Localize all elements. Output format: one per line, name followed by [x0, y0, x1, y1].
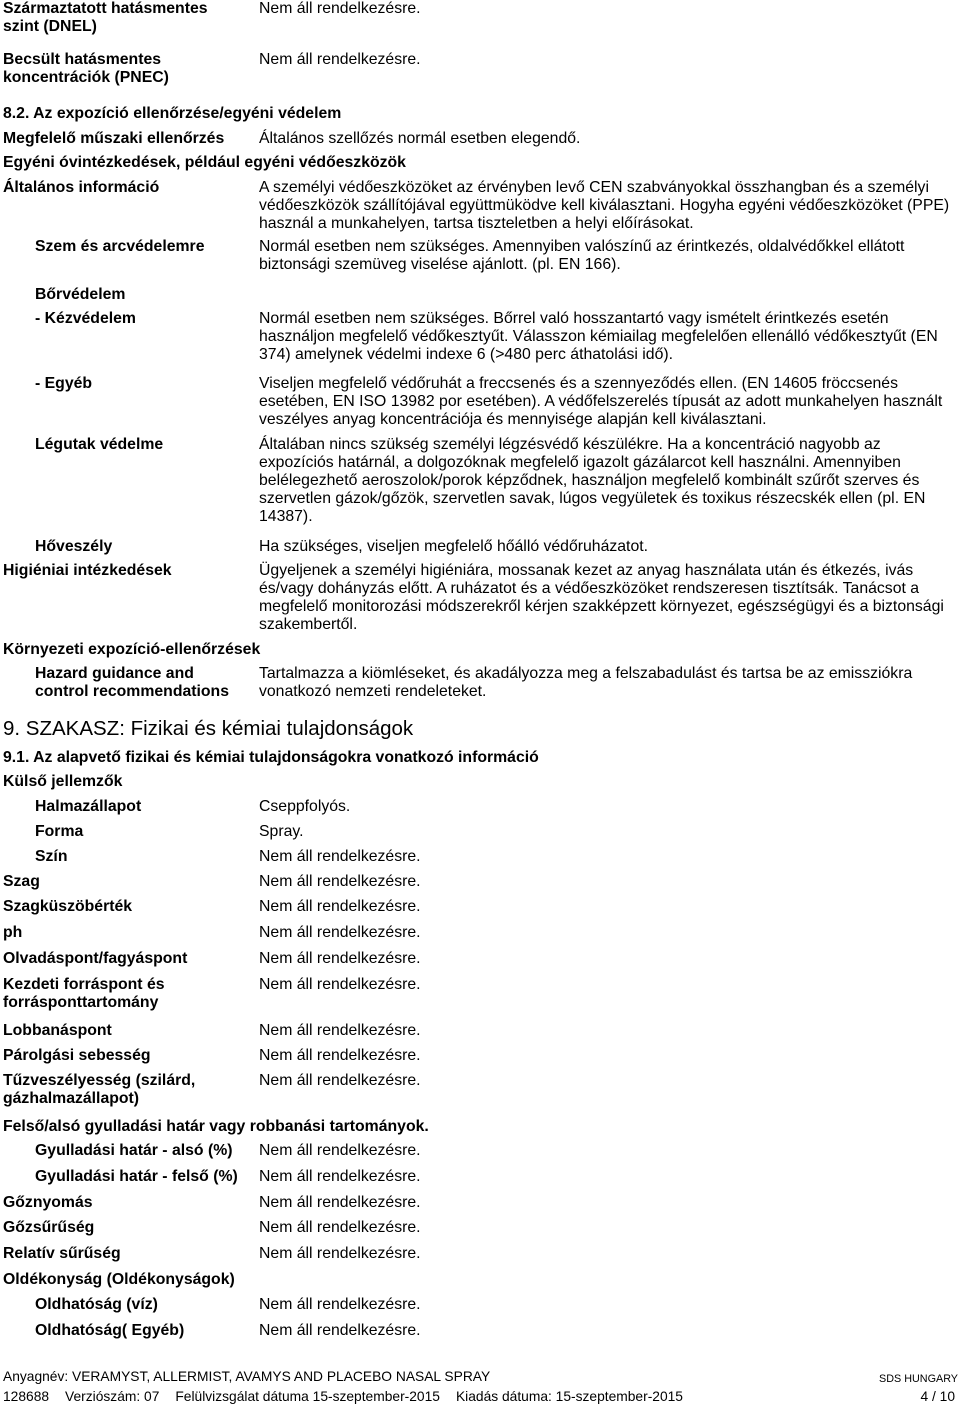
property-value: Nem áll rendelkezésre.	[259, 1322, 421, 1339]
property-label: Gyulladási határ - felső (%)	[35, 1168, 238, 1185]
label-line: szint (DNEL)	[3, 18, 97, 35]
thermal-hazard-value: Ha szükséges, viseljen megfelelő hőálló védőruházatot.	[259, 538, 649, 555]
respiratory-value	[259, 436, 925, 526]
hand-protection-label: - Kézvédelem	[35, 310, 136, 327]
property-value: Nem áll rendelkezésre.	[259, 1047, 421, 1064]
value-line: védőeszközök szállítójával együttmüködve kell kiválasztani. Hogyha egyéni védőeszközöket (PPE)	[259, 197, 950, 214]
flammability-heading: Felső/alsó gyulladási határ vagy robbanási tartományok.	[3, 1118, 429, 1135]
property-label	[3, 976, 165, 1012]
value-line: veszélyes anyag koncentrációja és mennyisége alapján kell kiválasztani.	[259, 411, 767, 428]
property-value: Cseppfolyós.	[259, 798, 351, 815]
property-label: Relatív sűrűség	[3, 1245, 121, 1262]
label-line: Hazard guidance and	[35, 665, 194, 682]
value-line: 374) amelynek védelmi indexe 6 (>480 perc áthatolási idő).	[259, 346, 674, 363]
property-value: Nem áll rendelkezésre.	[259, 898, 421, 915]
value-line: belélegezhető aeroszolok/porok képződnek, használjon megfelelő kombinált szűrőt szerves és	[259, 472, 920, 489]
property-value: Nem áll rendelkezésre.	[259, 1296, 421, 1313]
value-line: expozíciós határnál, a dolgozóknak megfelelő igazolt gázálarcot kell használni. Amennyiben	[259, 454, 901, 471]
property-label: Oldhatóság (víz)	[35, 1296, 158, 1313]
hygiene-label: Higiéniai intézkedések	[3, 562, 172, 579]
property-label: Szag	[3, 873, 40, 890]
engineering-label: Megfelelő műszaki ellenőrzés	[3, 130, 225, 147]
value-line: vonatkozó nemzeti rendeleteket.	[259, 683, 487, 700]
property-value: Nem áll rendelkezésre.	[259, 1194, 421, 1211]
engineering-value: Általános szellőzés normál esetben elegendő.	[259, 130, 581, 147]
label-line: koncentrációk (PNEC)	[3, 69, 169, 86]
label-line: forrásponttartomány	[3, 994, 159, 1011]
general-info-value	[259, 179, 949, 233]
heading-8-2: 8.2. Az expozíció ellenőrzése/egyéni védelem	[3, 105, 342, 122]
property-value: Nem áll rendelkezésre.	[259, 1168, 421, 1185]
value-line: Viseljen megfelelő védőruhát a freccsenés és a szennyeződés ellen. (EN 14605 fröccsenés	[259, 375, 898, 392]
value-line: Normál esetben nem szükséges. Bőrrel való hosszantartó vagy ismételt érintkezés esetén	[259, 310, 889, 327]
hazard-guidance-label	[35, 665, 229, 701]
solubility-heading: Oldékonyság (Oldékonyságok)	[3, 1271, 235, 1288]
footer-sds-region: SDS HUNGARY	[879, 1373, 958, 1385]
value-line: használjon megfelelő védőkesztyűt. Válasszon kémiailag megfelelően ellenálló védőkesztyűt (EN	[259, 328, 938, 345]
property-value: Nem áll rendelkezésre.	[259, 1245, 421, 1262]
property-label: Oldhatóság( Egyéb)	[35, 1322, 185, 1339]
property-label: Szagküszöbérték	[3, 898, 133, 915]
label-line: Kezdeti forráspont és	[3, 976, 165, 993]
property-label: Gőznyomás	[3, 1194, 93, 1211]
value-line: biztonsági szemüveg viselése ajánlott. (pl. EN 166).	[259, 256, 621, 273]
skin-protection-heading: Bőrvédelem	[35, 286, 126, 303]
property-value: Nem áll rendelkezésre.	[259, 1022, 421, 1039]
respiratory-label: Légutak védelme	[35, 436, 164, 453]
label-line: Származtatott hatásmentes	[3, 0, 208, 17]
property-label: Halmazállapot	[35, 798, 142, 815]
value-line: A személyi védőeszközöket az érvényben levő CEN szabványokkal összhangban és a személyi	[259, 179, 929, 196]
property-value: Nem áll rendelkezésre.	[259, 924, 421, 941]
property-value: Nem áll rendelkezésre.	[259, 873, 421, 890]
footer-product-name: Anyagnév: VERAMYST, ALLERMIST, AVAMYS AND PLACEBO NASAL SPRAY	[3, 1369, 491, 1384]
property-label: Gőzsűrűség	[3, 1219, 95, 1236]
eye-protection-value	[259, 238, 904, 274]
environmental-controls-heading: Környezeti expozíció-ellenőrzések	[3, 641, 261, 658]
property-value: Nem áll rendelkezésre.	[259, 1072, 421, 1089]
property-value: Nem áll rendelkezésre.	[259, 848, 421, 865]
value-line: használ a munkahelyen, tartsa tiszteletben a helyi előírásokat.	[259, 215, 694, 232]
pnec-value: Nem áll rendelkezésre.	[259, 51, 421, 68]
value-line: szakembertől.	[259, 616, 358, 633]
property-label	[3, 1072, 195, 1108]
dnel-value: Nem áll rendelkezésre.	[259, 0, 421, 17]
property-label: Párolgási sebesség	[3, 1047, 151, 1064]
value-line: Ügyeljenek a személyi higiéniára, mossanak kezet az anyag használata után és étkezés, ivás	[259, 562, 914, 579]
other-protection-value	[259, 375, 942, 429]
section9-title: 9. SZAKASZ: Fizikai és kémiai tulajdonságok	[3, 717, 414, 740]
value-line: Általában nincs szükség személyi légzésvédő készülékre. Ha a koncentráció nagyobb az	[259, 436, 881, 453]
hand-protection-value	[259, 310, 938, 364]
other-protection-label: - Egyéb	[35, 375, 93, 392]
value-line: esetében, EN ISO 13982 por esetében). A védőfelszerelés típusát az adott munkahelyen használt	[259, 393, 943, 410]
property-value: Nem áll rendelkezésre.	[259, 1142, 421, 1159]
property-label: Olvadáspont/fagyáspont	[3, 950, 188, 967]
label-line: control recommendations	[35, 683, 229, 700]
property-value: Nem áll rendelkezésre.	[259, 976, 421, 993]
footer-version: Verziószám: 07	[65, 1389, 160, 1404]
value-line: Normál esetben nem szükséges. Amennyiben valószínű az érintkezés, oldalvédőkkel ellátott	[259, 238, 905, 255]
property-value: Spray.	[259, 823, 304, 840]
pnec-label	[3, 51, 169, 87]
label-line: Tűzveszélyesség (szilárd,	[3, 1072, 196, 1089]
value-line: megfelelő monitorozási módszerekről kérjen szakképzett környezet, egészségügyi és a biztonsági	[259, 598, 944, 615]
property-label: Szín	[35, 848, 68, 865]
hygiene-value	[259, 562, 944, 634]
page-number: 4 / 10	[920, 1389, 955, 1404]
property-label: ph	[3, 924, 23, 941]
footer-issue-date: Kiadás dátuma: 15-szeptember-2015	[455, 1389, 683, 1404]
footer-doc-info	[3, 1389, 699, 1405]
value-line: szervetlen gázok/gőzök, szervetlen savak, lúgos vegyületek és toxikus részecskék ellen (pl. EN	[259, 490, 926, 507]
value-line: Tartalmazza a kiömléseket, és akadályozza meg a felszabadulást és tartsa be az emissziókra	[259, 665, 913, 682]
label-line: Becsült hatásmentes	[3, 51, 162, 68]
dnel-label	[3, 0, 208, 36]
value-line: 14387).	[259, 508, 313, 525]
ppe-heading: Egyéni óvintézkedések, például egyéni védőeszközök	[3, 154, 406, 171]
value-line: és/vagy dohányzás előtt. A ruházatot és a védőeszközöket rendszeresen tisztítsák. Tanácsot a	[259, 580, 920, 597]
hazard-guidance-value	[259, 665, 912, 701]
footer-revision-date: Felülvizsgálat dátuma 15-szeptember-2015	[175, 1389, 440, 1404]
thermal-hazard-label: Hőveszély	[35, 538, 113, 555]
property-label: Gyulladási határ - alsó (%)	[35, 1142, 233, 1159]
property-label: Forma	[35, 823, 84, 840]
label-line: gázhalmazállapot)	[3, 1090, 140, 1107]
eye-protection-label: Szem és arcvédelemre	[35, 238, 205, 255]
property-label: Lobbanáspont	[3, 1022, 112, 1039]
general-info-label: Általános információ	[3, 179, 160, 196]
footer-doc-id: 128688	[3, 1389, 50, 1404]
property-value: Nem áll rendelkezésre.	[259, 950, 421, 967]
section9-1-heading: 9.1. Az alapvető fizikai és kémiai tulajdonságokra vonatkozó információ	[3, 749, 539, 766]
property-value: Nem áll rendelkezésre.	[259, 1219, 421, 1236]
appearance-heading: Külső jellemzők	[3, 773, 123, 790]
